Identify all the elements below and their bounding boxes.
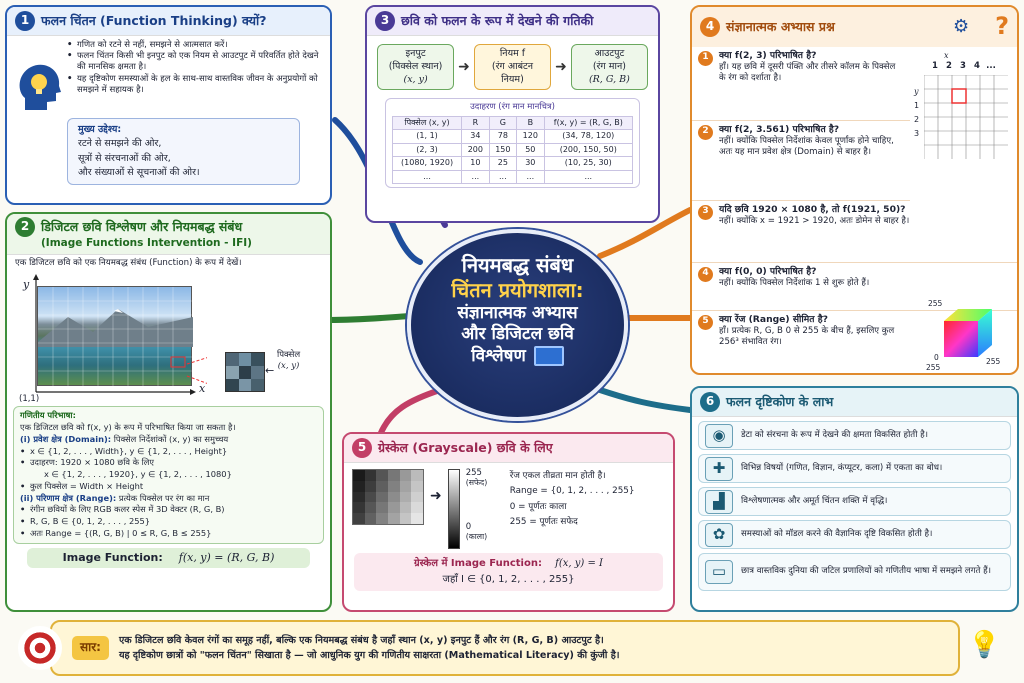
pixel-coord: (x, y): [277, 361, 300, 372]
axes: [7, 272, 207, 402]
question-item: [692, 201, 1017, 263]
panel-title: छवि को फलन के रूप में देखने की गतिकी: [401, 12, 594, 28]
func-formula: f(x, y) = I: [555, 558, 603, 569]
rule-sub: (रंग आबंटन: [491, 60, 534, 72]
question-number: 2: [698, 125, 713, 140]
table-row: [393, 143, 633, 157]
pixel-zoom-grid: [225, 352, 265, 392]
image-function-box: [27, 548, 310, 569]
input-title: इनपुट: [405, 48, 426, 59]
center-title-line: नियमबद्ध संबंध: [461, 253, 574, 277]
bullet-item: • गणित को रटने से नहीं, समझने से आत्मसात करें।: [67, 40, 324, 51]
question-item: [692, 121, 910, 201]
color-map-table-box: [385, 98, 640, 188]
range-bullet: • R, G, B ∈ {0, 1, 2, . . . , 255}: [20, 516, 317, 528]
rgb-cube-icon: [926, 299, 1012, 373]
arrow-icon: ➜: [555, 58, 567, 75]
panel-benefits: [690, 386, 1019, 612]
rule-box: [474, 44, 551, 90]
answer-text: हाँ। यह छवि में दूसरी पंक्ति और तीसरे कॉलम के पिक्सेल के रंग को दर्शाता है।: [719, 61, 896, 84]
domain-title: (i) प्रवेश क्षेत्र (Domain):: [20, 433, 112, 444]
panel-image-functions: [5, 212, 332, 612]
range-bullet: • रंगीन छवियों के लिए RGB कलर स्पेस में 3D वेक्टर (R, G, B): [20, 504, 317, 516]
thinking-head-icon: [11, 40, 67, 112]
table-cell: ...: [489, 170, 516, 184]
intensity-bar: [448, 469, 460, 549]
bar-bottom-label: 0: [465, 522, 472, 532]
table-cell: 50: [517, 143, 544, 157]
pixel-label: पिक्सेल: [277, 350, 301, 361]
domain-desc: पिक्सेल निर्देशांकों (x, y) का समुच्चय: [113, 433, 229, 444]
panel-title: फलन दृष्टिकोण के लाभ: [726, 393, 834, 409]
io-flow: [367, 36, 658, 94]
benefit-text: डेटा को संरचना के रूप में देखने की क्षमता विकसित होती है।: [741, 429, 928, 440]
goal-title: मुख्य उद्देश्य:: [78, 124, 122, 135]
panel-function-thinking: [5, 5, 332, 205]
benefit-text: छात्र वास्तविक दुनिया की जटिल प्रणालियों को गणितीय भाषा में समझने लगते हैं।: [741, 566, 991, 577]
axis-x-label: x: [199, 382, 206, 396]
center-title-line: चिंतन प्रयोगशाला:: [451, 278, 584, 302]
grid-y-label: y: [914, 87, 919, 96]
cube-label: 255: [928, 299, 943, 308]
table-cell: (2, 3): [393, 143, 462, 157]
question-number: 3: [698, 205, 713, 220]
grayscale-grid: [352, 469, 424, 525]
grayscale-line: Range = {0, 1, 2, . . . , 255}: [509, 486, 635, 497]
panel-title: डिजिटल छवि विश्लेषण और नियमबद्ध संबंध: [41, 218, 243, 234]
panel-practice-questions: [690, 5, 1019, 375]
panel-number: 3: [375, 11, 395, 31]
goal-box: [67, 118, 300, 185]
table-cell: 10: [462, 157, 489, 171]
output-var: (R, G, B): [588, 73, 630, 85]
func-label: Image Function:: [62, 550, 163, 564]
grid-label: 3: [914, 129, 920, 138]
question-text: क्या f(2, 3) परिभाषित है?: [719, 49, 817, 61]
table-cell: 25: [489, 157, 516, 171]
table-title: उदाहरण (रंग मान मानचित्र): [470, 102, 555, 113]
bar-top-label: 255: [465, 468, 482, 478]
grid-label: ...: [986, 61, 996, 71]
table-header-row: [393, 116, 633, 130]
panel-number: 6: [700, 392, 720, 412]
panel-number: 4: [700, 17, 720, 37]
center-title-line: विश्लेषण: [471, 345, 526, 366]
question-item: [692, 311, 922, 352]
table-cell: (200, 150, 50): [544, 143, 632, 157]
benefit-item: [698, 454, 1011, 483]
math-title: गणितीय परिभाषा:: [20, 410, 76, 421]
table-cell: 150: [489, 143, 516, 157]
center-title-line: संज्ञानात्मक अभ्यास: [457, 303, 578, 323]
panel-image-as-function: [365, 5, 660, 223]
summary-line: यह दृष्टिकोण छात्रों को "फलन चिंतन" सिखाता है — जो आधुनिक युग की गणितीय साक्षरता (Mathematical Literacy) की कुंजी है।: [118, 650, 620, 661]
benefit-item: [698, 421, 1011, 450]
range-bullet: • अतः Range = {(R, G, B) | 0 ≤ R, G, B ≤ 255}: [20, 528, 317, 540]
rule-sub: नियम): [501, 73, 524, 85]
goal-line: और संख्याओं से सूचनाओं की ओर।: [78, 166, 200, 178]
question-text: क्या f(2, 3.561) परिभाषित है?: [719, 123, 840, 135]
table-cell: (10, 25, 30): [544, 157, 632, 171]
grid-x-label: x: [944, 51, 949, 60]
math-intro: एक डिजिटल छवि को f(x, y) के रूप में परिभाषित किया जा सकता है।: [20, 421, 236, 432]
answer-text: हाँ। प्रत्येक R, G, B 0 से 255 के बीच हैं, इसलिए कुल 256³ संभावित रंग।: [719, 325, 895, 348]
question-number: 5: [698, 315, 713, 330]
benefit-item: [698, 487, 1011, 516]
answer-text: नहीं। क्योंकि x = 1921 > 1920, अतः डोमेन से बाहर है।: [719, 215, 910, 226]
table-row: [393, 170, 633, 184]
axis-y-label: y: [23, 278, 30, 292]
domain-example: x ∈ {1, 2, . . . , 1920}, y ∈ {1, 2, . . . , 1080}: [44, 469, 232, 480]
monitor-icon: ▭: [705, 560, 733, 584]
output-title: आउटपुट: [594, 48, 625, 59]
table-header: R: [462, 116, 489, 130]
benefit-item: [698, 520, 1011, 549]
input-sub: (पिक्सेल स्थान): [388, 60, 443, 72]
bullet-item: • फलन चिंतन किसी भी इनपुट को एक नियम से आउटपुट में परिवर्तित होते देखने की मानसिक क्षमता है।: [67, 51, 324, 73]
func-formula: f(x, y) = (R, G, B): [178, 550, 275, 564]
output-sub: (रंग मान): [592, 60, 626, 72]
grid-label: 1: [932, 61, 938, 71]
domain-bullet: • कुल पिक्सेल = Width × Height: [20, 481, 317, 493]
table-cell: 200: [462, 143, 489, 157]
grayscale-line: 255 = पूर्णतः सफेद: [509, 517, 578, 528]
panel-subtitle: (Image Functions Intervention - IFI): [41, 237, 252, 249]
bar-top-sub: (सफेद): [465, 477, 488, 487]
rule-title: नियम f: [499, 48, 526, 59]
pixel-grid: [914, 51, 1014, 167]
panel-title: संज्ञानात्मक अभ्यास प्रश्न: [726, 18, 835, 34]
table-cell: (1080, 1920): [393, 157, 462, 171]
grid-label: 2: [946, 61, 952, 71]
benefit-text: विभिन्न विषयों (गणित, विज्ञान, कंप्यूटर, कला) में एकता का बोध।: [741, 462, 943, 473]
monitor-icon: [534, 346, 564, 366]
bullet-item: • यह दृष्टिकोण समस्याओं के हल के साथ-साथ वास्तविक जीवन के अनुप्रयोगों को समझने में सहायक है।: [67, 74, 324, 96]
question-item: [692, 47, 910, 121]
table-cell: 120: [517, 130, 544, 144]
answer-text: नहीं। क्योंकि पिक्सेल निर्देशांक 1 से शुरू होते हैं।: [719, 277, 870, 288]
cube-label: 255: [986, 357, 1001, 366]
grid-label: 3: [960, 61, 966, 71]
panel-number: 5: [352, 438, 372, 458]
benefit-text: विश्लेषणात्मक और अमूर्त चिंतन शक्ति में वृद्धि।: [741, 495, 888, 506]
central-title-node: [407, 229, 628, 421]
panel-grayscale: [342, 432, 675, 612]
summary-line: एक डिजिटल छवि केवल रंगों का समूह नहीं, बल्कि एक नियमबद्ध संबंध है जहाँ स्थान (x, y) इनपुट हैं और रंग (R, G, B) आउटपुट है।: [118, 634, 604, 646]
table-cell: ...: [517, 170, 544, 184]
arrow-icon: ➜: [430, 488, 442, 504]
table-cell: (34, 78, 120): [544, 130, 632, 144]
func-label: ग्रेस्केल में Image Function:: [414, 558, 542, 569]
grayscale-line: रेंज एकल तीव्रता मान होती है।: [509, 471, 606, 481]
table-header: पिक्सेल (x, y): [393, 116, 462, 130]
center-title-line: और डिजिटल छवि: [461, 324, 574, 345]
table-cell: ...: [544, 170, 632, 184]
panel-title: ग्रेस्केल (Grayscale) छवि के लिए: [378, 439, 553, 455]
answer-text: नहीं। क्योंकि पिक्सेल निर्देशांक केवल पूर्णांक होने चाहिए, अतः यह मान प्रवेश क्षेत्र (Domain) से बाहर है।: [719, 135, 894, 158]
question-number: 4: [698, 267, 713, 282]
table-header: G: [489, 116, 516, 130]
eye-icon: ◉: [705, 424, 733, 448]
origin-label: (1,1): [19, 394, 40, 405]
goal-line: रटने से समझने की ओर,: [78, 138, 162, 150]
question-text: क्या f(0, 0) परिभाषित है?: [719, 265, 817, 277]
table-cell: ...: [393, 170, 462, 184]
table-header: B: [517, 116, 544, 130]
gear-head-icon: ⚙: [952, 15, 970, 37]
puzzle-icon: ✚: [705, 457, 733, 481]
arrow-icon: ←: [265, 364, 275, 378]
question-text: क्या रेंज (Range) सीमित है?: [719, 313, 828, 325]
brain-icon: ✿: [705, 523, 733, 547]
table-cell: 78: [489, 130, 516, 144]
question-mark-icon: ?: [995, 12, 1009, 40]
domain-bullet: • उदाहरण: 1920 × 1080 छवि के लिए: [20, 457, 317, 469]
table-header: f(x, y) = (R, G, B): [544, 116, 632, 130]
color-map-table: [392, 116, 633, 185]
grid-label: 1: [914, 101, 920, 110]
output-box: [571, 44, 648, 90]
bulb-icon: 💡: [968, 630, 1001, 660]
question-number: 1: [698, 51, 713, 66]
arrow-icon: ➜: [458, 58, 470, 75]
range-desc: प्रत्येक पिक्सेल पर रंग का मान: [118, 492, 210, 503]
panel-number: 1: [15, 11, 35, 31]
grid-label: 4: [974, 61, 980, 71]
cube-label: 0: [934, 353, 939, 362]
question-text: यदि छवि 1920 × 1080 है, तो f(1921, 50)?: [719, 203, 906, 215]
summary-label: सार:: [72, 636, 109, 660]
table-row: [393, 157, 633, 171]
bar-bottom-sub: (काला): [465, 531, 488, 541]
benefit-text: समस्याओं को मॉडल करने की वैज्ञानिक दृष्टि विकसित होती है।: [741, 528, 933, 539]
target-icon: [18, 626, 62, 670]
table-cell: (1, 1): [393, 130, 462, 144]
table-row: [393, 130, 633, 144]
summary-bar: [50, 620, 960, 676]
grayscale-function-box: [354, 553, 663, 591]
benefit-item: [698, 553, 1011, 591]
panel-number: 2: [15, 217, 35, 237]
func-domain: जहाँ I ∈ {0, 1, 2, . . . , 255}: [442, 574, 575, 585]
cube-label: 255: [926, 363, 941, 372]
goal-line: सूत्रों से संरचनाओं की ओर,: [78, 152, 171, 164]
table-cell: ...: [462, 170, 489, 184]
input-var: (x, y): [403, 73, 428, 85]
chart-icon: ▟: [705, 490, 733, 514]
table-cell: 34: [462, 130, 489, 144]
table-cell: 30: [517, 157, 544, 171]
math-definition-box: [13, 406, 324, 544]
input-box: [377, 44, 454, 90]
grid-label: 2: [914, 115, 920, 124]
panel-title: फलन चिंतन (Function Thinking) क्यों?: [41, 12, 267, 28]
range-title: (ii) परिणाम क्षेत्र (Range):: [20, 492, 117, 503]
domain-bullet: • x ∈ {1, 2, . . . , Width}, y ∈ {1, 2, . . . , Height}: [20, 446, 317, 458]
intro-text: एक डिजिटल छवि को एक नियमबद्ध संबंध (Function) के रूप में देखें।: [15, 257, 242, 268]
grayscale-line: 0 = पूर्णतः काला: [509, 501, 567, 512]
